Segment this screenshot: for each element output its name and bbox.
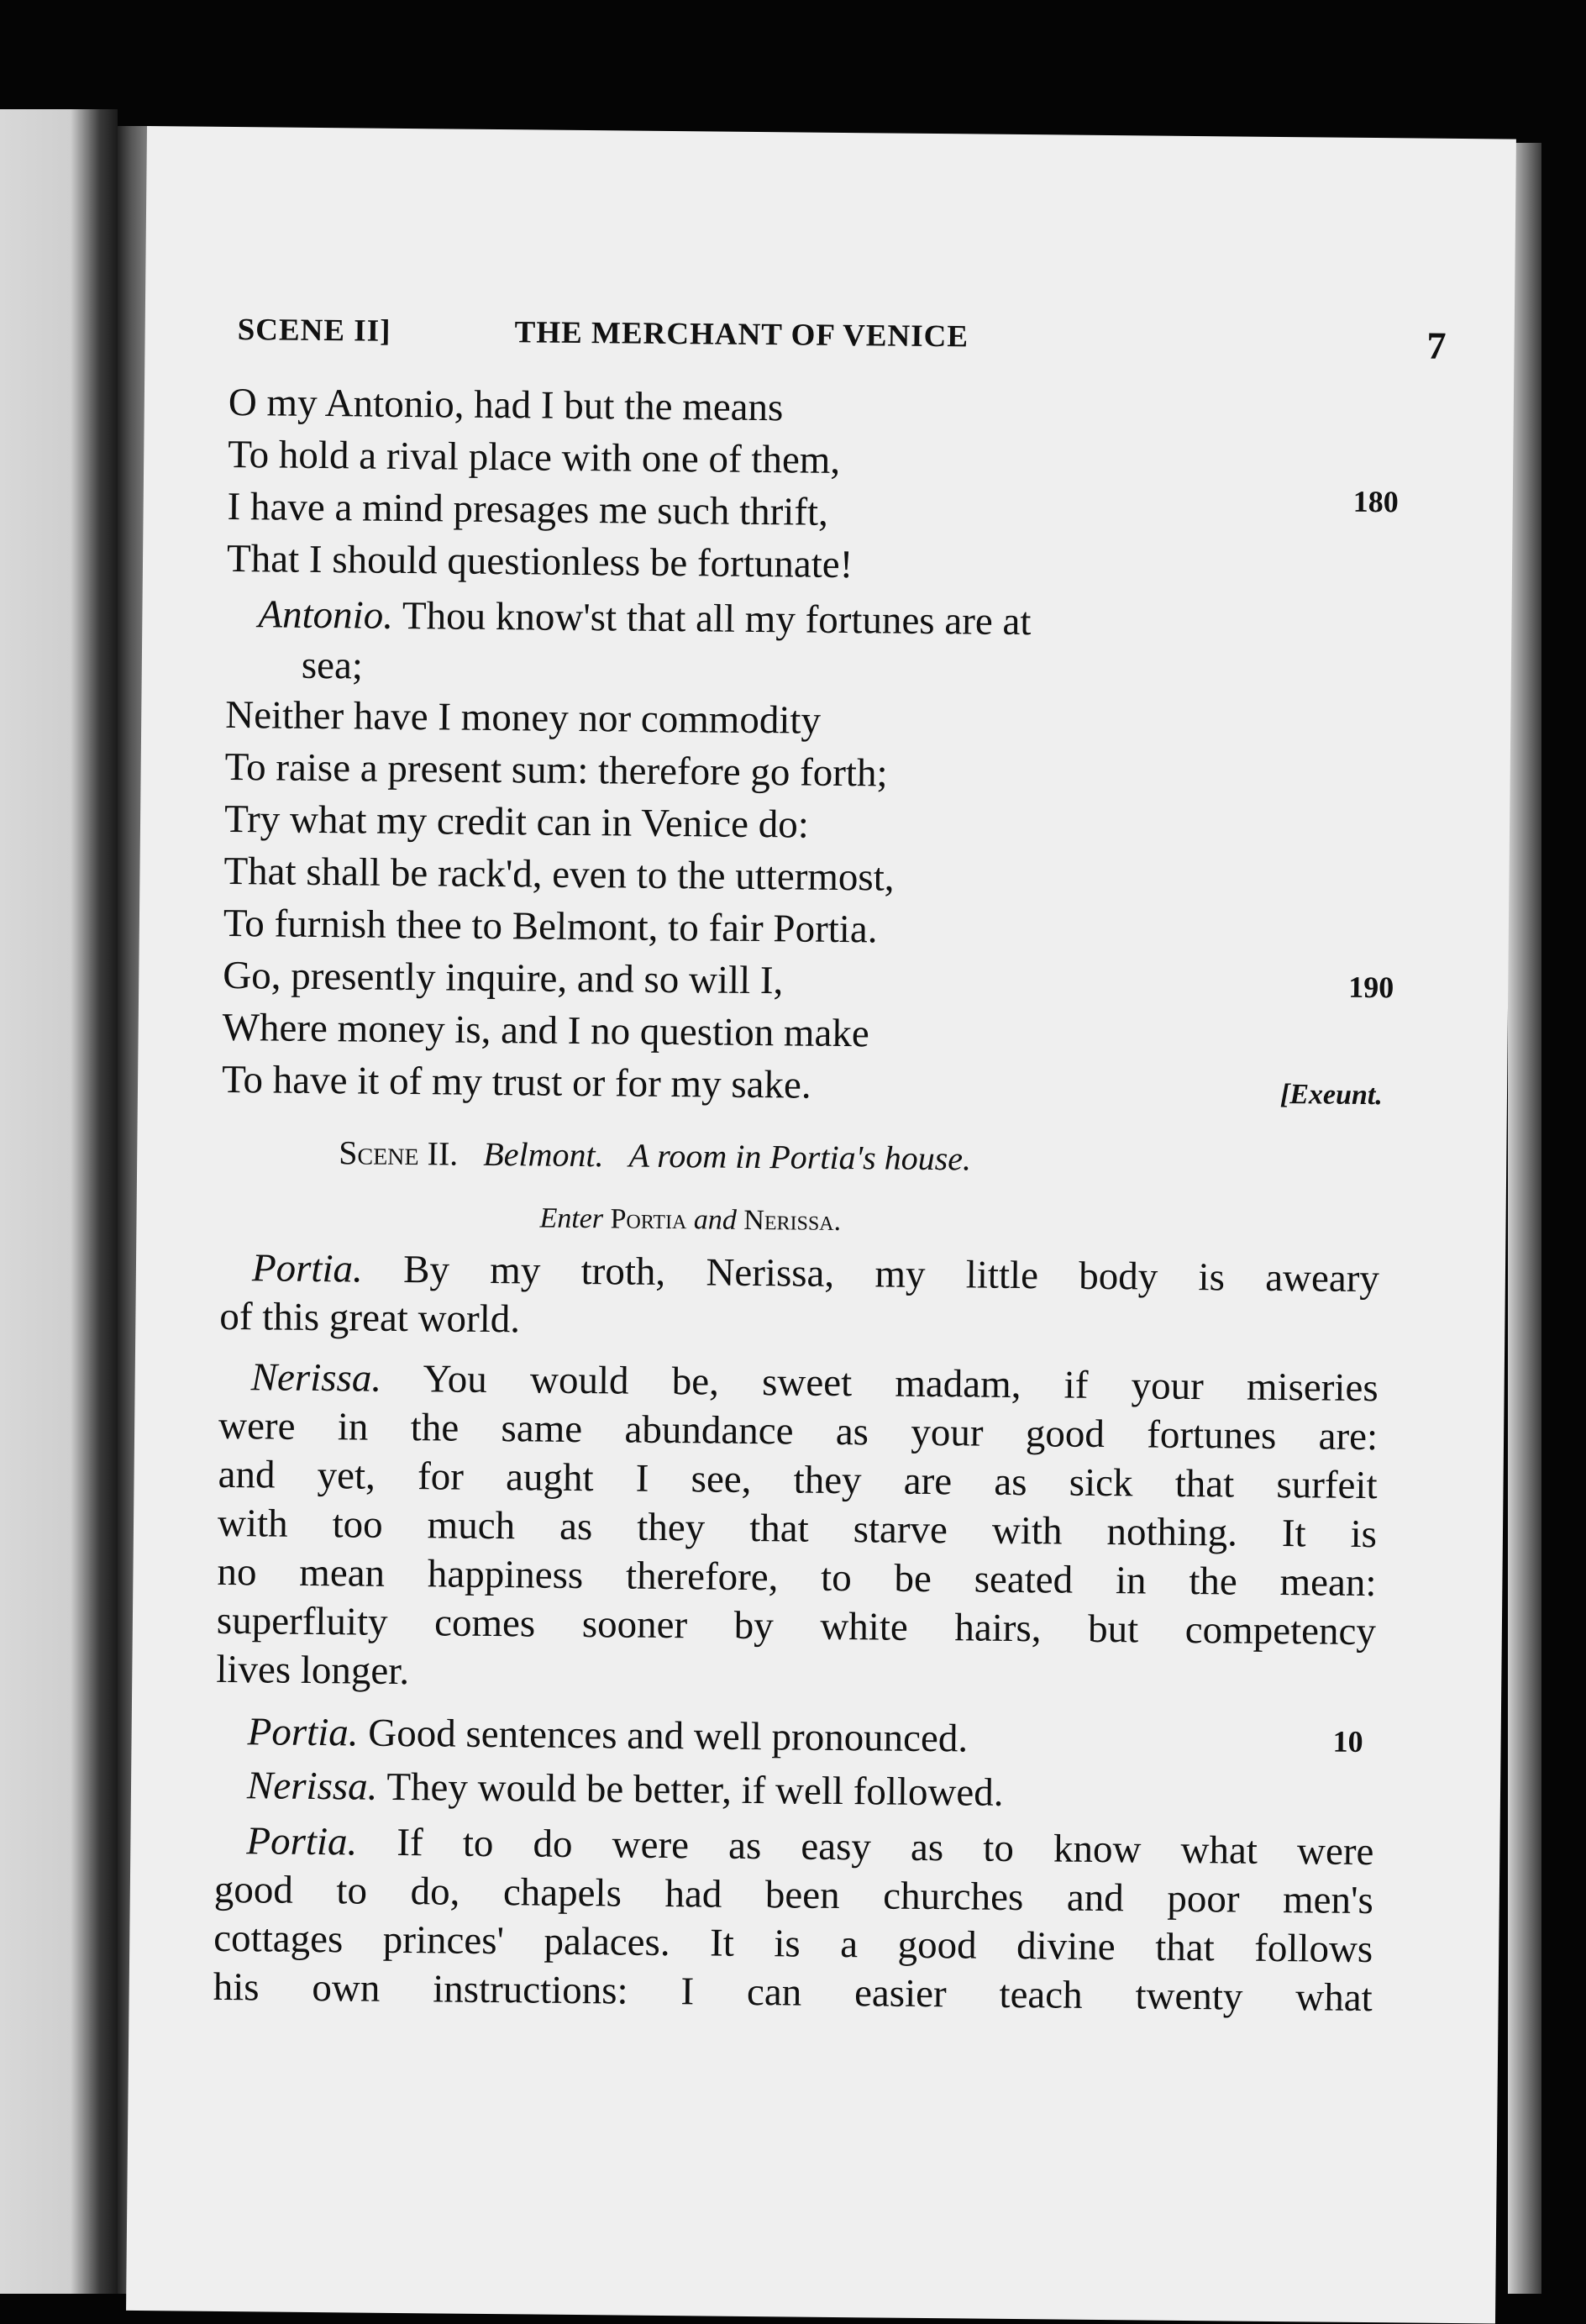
verse-line: To hold a rival place with one of them,: [228, 432, 841, 482]
running-header: [237, 312, 1447, 374]
prose-line: cottages princes' palaces. It is a good divine that follows: [213, 1916, 1373, 1972]
speaker-name: Nerissa.: [246, 1764, 378, 1809]
verse-line: That shall be rack'd, even to the uttermost,: [223, 849, 895, 900]
verse-line: O my Antonio, had I but the means: [228, 380, 784, 430]
prose-line: his own instructions: I can easier teach twenty what: [213, 1964, 1373, 2021]
prose-line: [214, 1817, 1373, 1875]
verse-line: Neither have I money nor commodity: [225, 692, 822, 743]
prose-line: [220, 1244, 1379, 1302]
verse-line: To raise a present sum: therefore go forth;: [224, 744, 888, 796]
prose-line: with too much as they that starve with nothing. It is: [217, 1501, 1378, 1557]
verse-line: To furnish thee to Belmont, to fair Portia.: [223, 901, 878, 952]
speaker-name: Antonio.: [258, 592, 394, 638]
speaker-name: Portia.: [247, 1710, 359, 1755]
scene-place: Belmont.: [483, 1134, 604, 1175]
line-number: 190: [1348, 970, 1394, 1005]
prose-line: of this great world.: [219, 1294, 521, 1342]
speech-text: By my troth, Nerissa, my little body is aweary: [402, 1247, 1380, 1301]
scene-heading: [339, 1129, 971, 1182]
verse-line: Try what my credit can in Venice do:: [223, 797, 810, 847]
speech-text: Good sentences and well pronounced.: [368, 1711, 969, 1761]
verse-line: Where money is, and I no question make: [222, 1005, 869, 1056]
page-number: 7: [1426, 323, 1447, 367]
entrance-character: Portia: [610, 1203, 687, 1236]
entrance-and: and: [693, 1204, 738, 1236]
prose-line: [247, 1708, 968, 1762]
verse-line: To have it of my trust or for my sake.: [221, 1057, 811, 1107]
speech-text: If to do were as easy as to know what were: [396, 1820, 1374, 1874]
verse-line: Go, presently inquire, and so will I,: [223, 953, 784, 1003]
prose-line: [247, 1762, 1004, 1817]
speech-text: You would be, sweet madam, if your miseries: [423, 1357, 1379, 1411]
prose-line: good to do, chapels had been churches and poor men's: [213, 1867, 1374, 1923]
prose-line: [218, 1354, 1378, 1412]
prose-line: and yet, for aught I see, they are as sick that surfeit: [218, 1452, 1378, 1508]
speaker-name: Portia.: [246, 1819, 358, 1864]
speech-text: Thou know'st that all my fortunes are at: [402, 593, 1032, 644]
line-number: 10: [1332, 1724, 1363, 1759]
book-page: [126, 126, 1516, 2324]
header-scene: SCENE II]: [237, 313, 391, 349]
entrance-enter: Enter: [539, 1202, 604, 1235]
book-spine-left: [0, 109, 118, 2294]
speaker-name: Portia.: [251, 1246, 364, 1291]
verse-line: That I should questionless be fortunate!: [226, 536, 853, 587]
speech-first-line: [258, 591, 1392, 649]
prose-line: superfluity comes sooner by white hairs, but competency: [216, 1598, 1377, 1654]
line-number: 180: [1352, 484, 1399, 519]
speaker-name: Nerissa.: [250, 1355, 382, 1401]
header-title: THE MERCHANT OF VENICE: [514, 315, 969, 355]
verse-line: I have a mind presages me such thrift,: [227, 484, 829, 534]
scene-label: Scene II.: [339, 1133, 459, 1173]
entrance-direction: [539, 1196, 841, 1245]
entrance-character: Nerissa.: [743, 1204, 842, 1237]
prose-line: lives longer.: [216, 1647, 410, 1694]
prose-line: were in the same abundance as your good fortunes are:: [218, 1403, 1379, 1459]
stage-direction-exeunt: [Exeunt.: [1279, 1079, 1384, 1112]
scene-description: A room in Portia's house.: [628, 1136, 972, 1178]
verse-line: sea;: [301, 643, 364, 688]
prose-line: no mean happiness therefore, to be seated in the mean:: [217, 1549, 1377, 1606]
speech-text: They would be better, if well followed.: [386, 1764, 1004, 1815]
